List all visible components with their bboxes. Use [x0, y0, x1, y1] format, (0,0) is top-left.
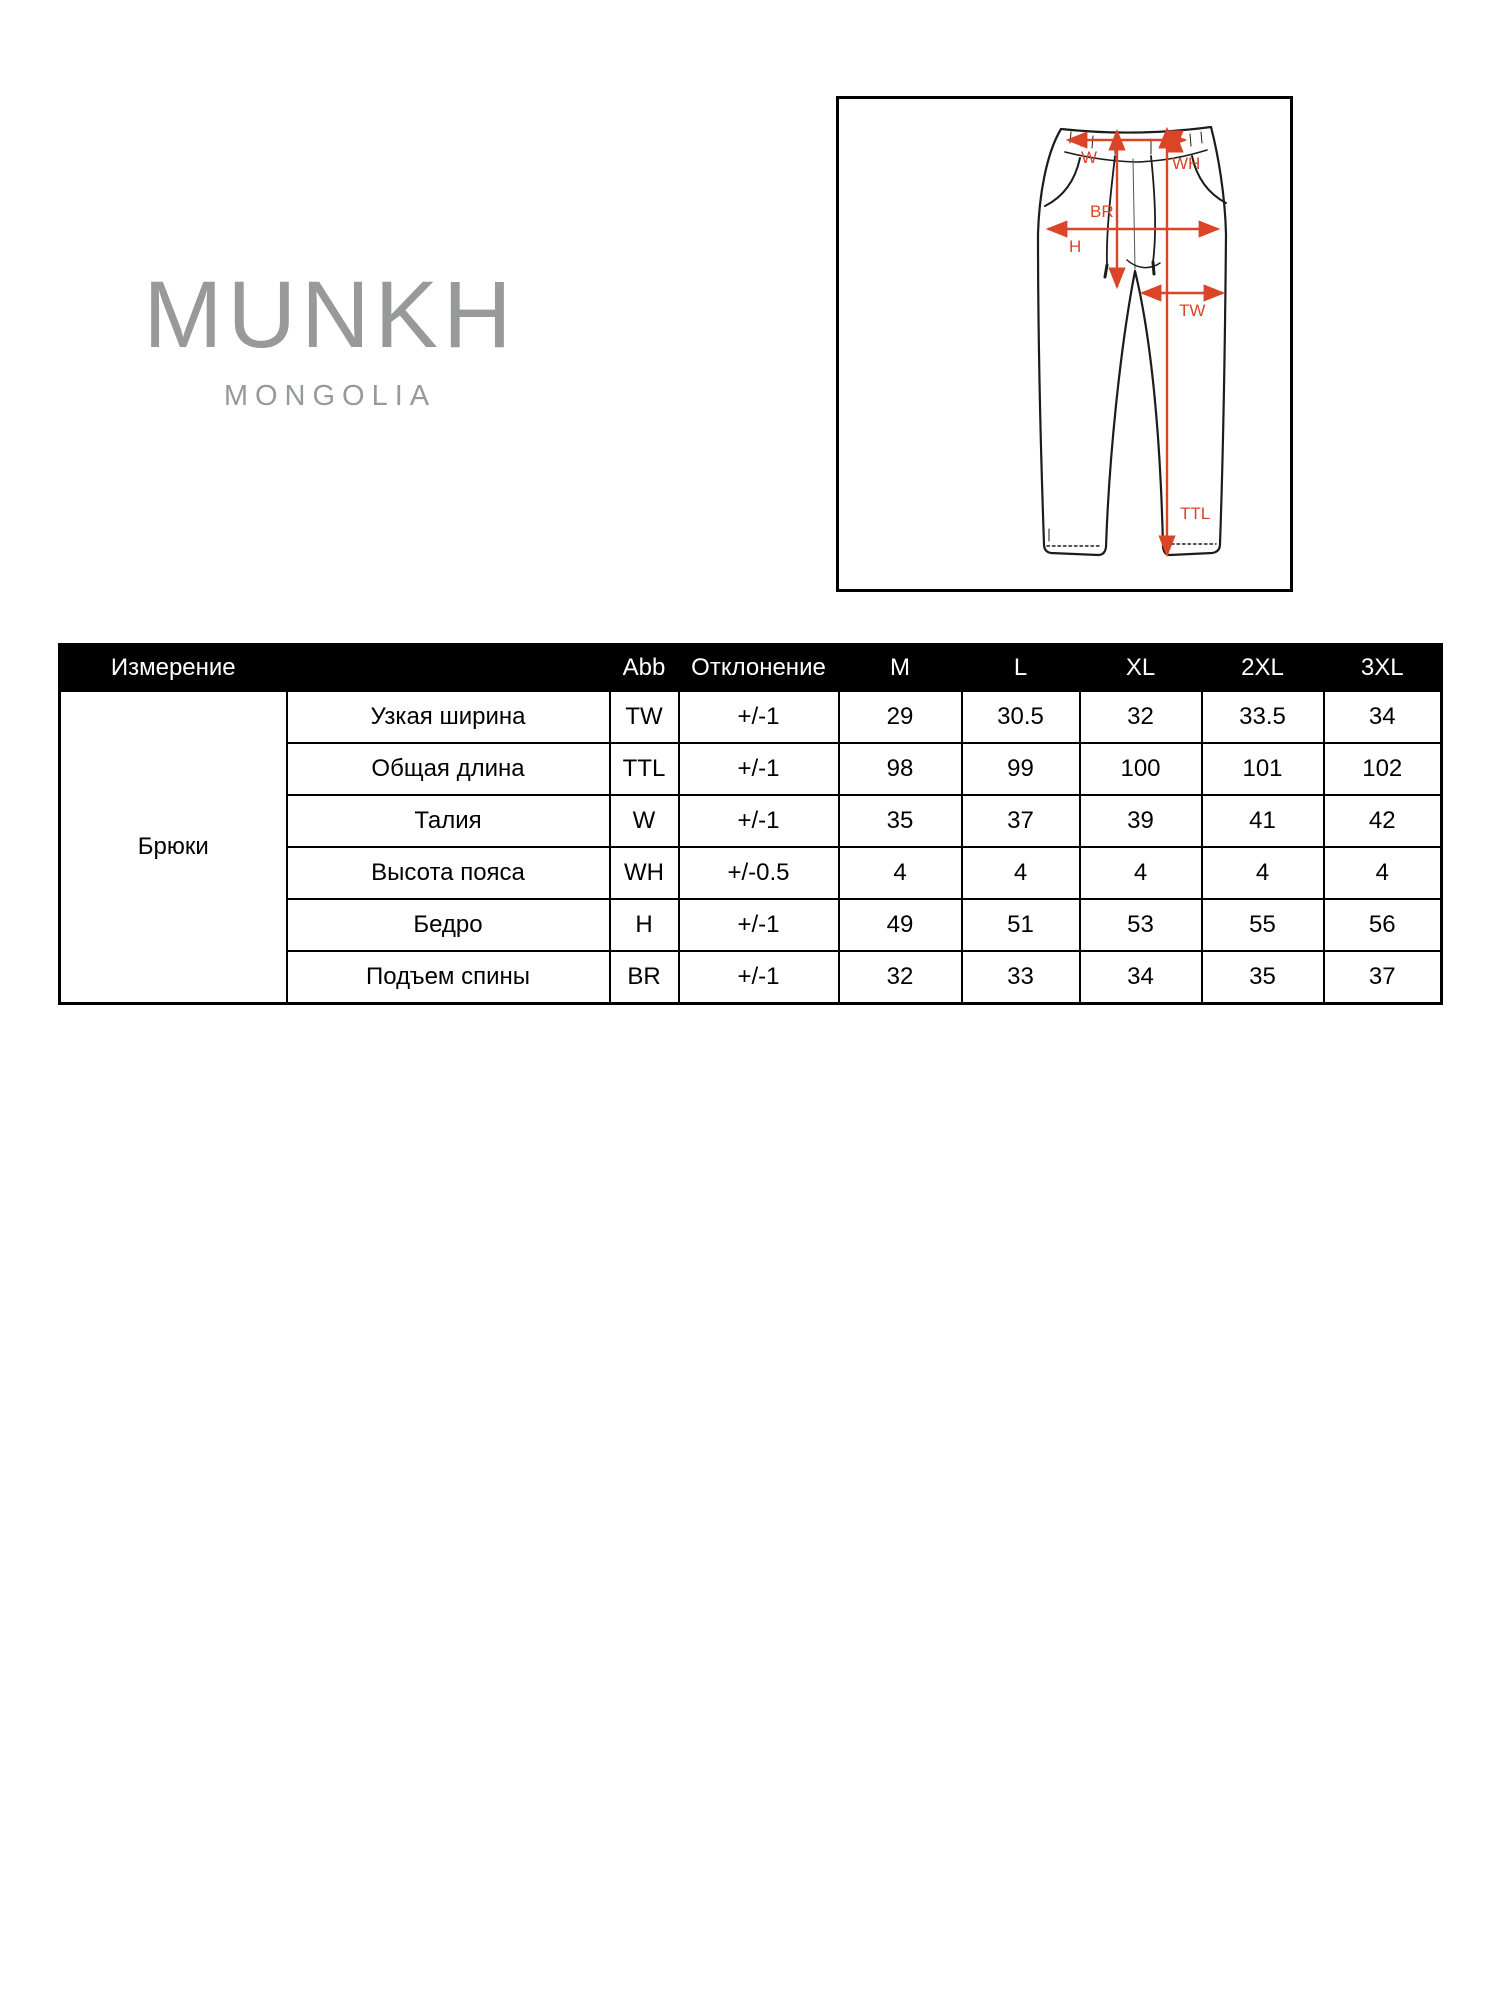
- measurement-name-cell: Узкая ширина: [287, 691, 610, 743]
- size-value-cell: 35: [839, 795, 962, 847]
- size-value-cell: 4: [839, 847, 962, 899]
- header-measurement: Измерение: [60, 645, 287, 692]
- size-value-cell: 49: [839, 899, 962, 951]
- brand-logo: [120, 262, 540, 413]
- size-value-cell: 41: [1202, 795, 1324, 847]
- abbreviation-cell: BR: [610, 951, 679, 1004]
- pants-outline: [1038, 127, 1226, 555]
- measurement-name-cell: Общая длина: [287, 743, 610, 795]
- pants-technical-drawing: [839, 99, 1290, 589]
- size-value-cell: 55: [1202, 899, 1324, 951]
- brand-subtitle: MONGOLIA: [223, 380, 437, 412]
- size-value-cell: 39: [1080, 795, 1202, 847]
- size-value-cell: 32: [839, 951, 962, 1004]
- size-value-cell: 33.5: [1202, 691, 1324, 743]
- size-value-cell: 42: [1324, 795, 1442, 847]
- size-value-cell: 30.5: [962, 691, 1080, 743]
- size-value-cell: 56: [1324, 899, 1442, 951]
- header-size-l: L: [962, 645, 1080, 692]
- deviation-cell: +/-1: [679, 795, 839, 847]
- size-value-cell: 34: [1324, 691, 1442, 743]
- header-deviation: Отклонение: [679, 645, 839, 692]
- garment-group-cell: Брюки: [60, 691, 287, 1004]
- header-size-m: M: [839, 645, 962, 692]
- abbreviation-cell: TW: [610, 691, 679, 743]
- label-ttl: TTL: [1180, 504, 1211, 523]
- size-value-cell: 51: [962, 899, 1080, 951]
- size-value-cell: 4: [1202, 847, 1324, 899]
- header-size-3xl: 3XL: [1324, 645, 1442, 692]
- measurement-name-cell: Подъем спины: [287, 951, 610, 1004]
- pants-diagram-box: [836, 96, 1293, 592]
- brand-name: MUNKH: [143, 262, 517, 368]
- abbreviation-cell: WH: [610, 847, 679, 899]
- size-value-cell: 101: [1202, 743, 1324, 795]
- size-value-cell: 4: [1324, 847, 1442, 899]
- size-value-cell: 4: [1080, 847, 1202, 899]
- header-abb: Abb: [610, 645, 679, 692]
- header-size-2xl: 2XL: [1202, 645, 1324, 692]
- deviation-cell: +/-1: [679, 899, 839, 951]
- label-h: H: [1069, 237, 1082, 256]
- abbreviation-cell: H: [610, 899, 679, 951]
- size-value-cell: 98: [839, 743, 962, 795]
- header-size-xl: XL: [1080, 645, 1202, 692]
- size-value-cell: 35: [1202, 951, 1324, 1004]
- measurement-name-cell: Бедро: [287, 899, 610, 951]
- measurement-name-cell: Высота пояса: [287, 847, 610, 899]
- size-value-cell: 4: [962, 847, 1080, 899]
- label-wh: WH: [1172, 154, 1201, 173]
- header-spacer: [287, 645, 610, 692]
- size-value-cell: 32: [1080, 691, 1202, 743]
- size-value-cell: 53: [1080, 899, 1202, 951]
- label-w: W: [1081, 148, 1098, 167]
- size-value-cell: 99: [962, 743, 1080, 795]
- size-value-cell: 37: [1324, 951, 1442, 1004]
- deviation-cell: +/-1: [679, 951, 839, 1004]
- table-row: [60, 691, 1442, 743]
- label-br: BR: [1090, 202, 1114, 221]
- size-value-cell: 102: [1324, 743, 1442, 795]
- deviation-cell: +/-1: [679, 743, 839, 795]
- abbreviation-cell: W: [610, 795, 679, 847]
- size-value-cell: 33: [962, 951, 1080, 1004]
- measurement-name-cell: Талия: [287, 795, 610, 847]
- deviation-cell: +/-1: [679, 691, 839, 743]
- size-value-cell: 34: [1080, 951, 1202, 1004]
- label-tw: TW: [1179, 301, 1206, 320]
- size-table: [58, 643, 1443, 1005]
- size-value-cell: 100: [1080, 743, 1202, 795]
- table-header-row: [60, 645, 1442, 692]
- abbreviation-cell: TTL: [610, 743, 679, 795]
- size-value-cell: 37: [962, 795, 1080, 847]
- size-value-cell: 29: [839, 691, 962, 743]
- deviation-cell: +/-0.5: [679, 847, 839, 899]
